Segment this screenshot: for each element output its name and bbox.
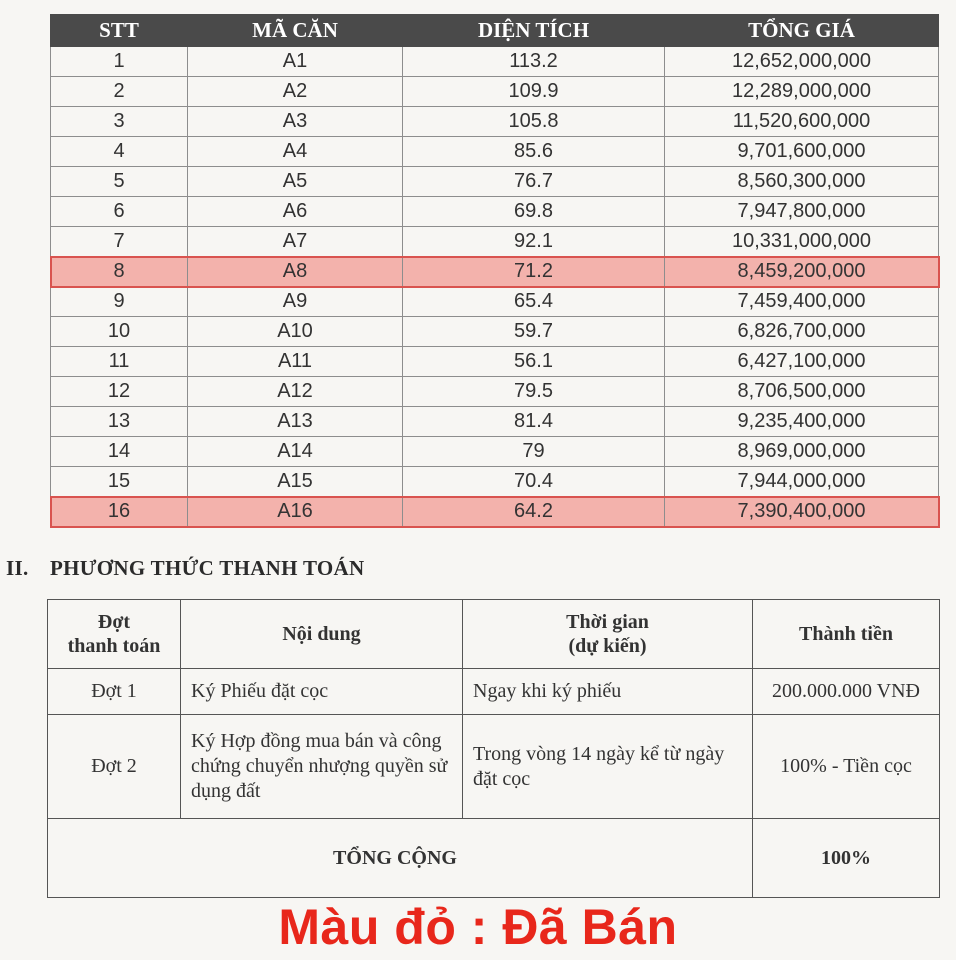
cell-stt: 4 [51,137,188,167]
cell-dien-tich: 64.2 [403,497,665,527]
cell-dien-tich: 81.4 [403,407,665,437]
payment-thanh-tien: 100% - Tiền cọc [753,715,940,819]
cell-ma-can: A2 [188,77,403,107]
price-table [50,14,939,527]
cell-ma-can: A3 [188,107,403,137]
cell-dien-tich: 76.7 [403,167,665,197]
table-row [51,317,939,347]
header-dot-thanh-toan [48,600,181,669]
section-number: II. [6,556,29,580]
cell-tong-gia: 9,235,400,000 [665,407,939,437]
payment-dot: Đợt 2 [48,715,181,819]
cell-tong-gia: 6,826,700,000 [665,317,939,347]
header-dien-tich: DIỆN TÍCH [403,15,665,47]
cell-stt: 1 [51,47,188,77]
cell-ma-can: A7 [188,227,403,257]
table-row [51,197,939,227]
section-title: PHƯƠNG THỨC THANH TOÁN [50,556,365,580]
cell-ma-can: A10 [188,317,403,347]
cell-dien-tich: 79.5 [403,377,665,407]
payment-thoi-gian: Ngay khi ký phiếu [463,669,753,715]
table-row [51,47,939,77]
total-label: TỔNG CỘNG [48,819,753,898]
cell-tong-gia: 8,706,500,000 [665,377,939,407]
payment-row-1 [48,669,940,715]
cell-stt: 7 [51,227,188,257]
cell-dien-tich: 92.1 [403,227,665,257]
cell-ma-can: A11 [188,347,403,377]
cell-dien-tich: 59.7 [403,317,665,347]
cell-ma-can: A15 [188,467,403,497]
payment-dot: Đợt 1 [48,669,181,715]
cell-dien-tich: 79 [403,437,665,467]
cell-tong-gia: 7,944,000,000 [665,467,939,497]
header-thoi-gian-line1: Thời gian [566,611,649,633]
cell-tong-gia: 12,652,000,000 [665,47,939,77]
cell-tong-gia: 8,459,200,000 [665,257,939,287]
header-ma-can: MÃ CĂN [188,15,403,47]
cell-dien-tich: 71.2 [403,257,665,287]
table-row [51,347,939,377]
payment-thanh-tien: 200.000.000 VNĐ [753,669,940,715]
cell-dien-tich: 65.4 [403,287,665,317]
payment-thoi-gian: Trong vòng 14 ngày kể từ ngày đặt cọc [463,715,753,819]
cell-stt: 11 [51,347,188,377]
cell-stt: 12 [51,377,188,407]
cell-dien-tich: 85.6 [403,137,665,167]
table-row [51,287,939,317]
payment-noi-dung: Ký Phiếu đặt cọc [181,669,463,715]
cell-ma-can: A14 [188,437,403,467]
cell-stt: 10 [51,317,188,347]
total-value: 100% [753,819,940,898]
cell-dien-tich: 70.4 [403,467,665,497]
cell-ma-can: A1 [188,47,403,77]
cell-stt: 6 [51,197,188,227]
cell-ma-can: A12 [188,377,403,407]
cell-dien-tich: 109.9 [403,77,665,107]
table-row [51,227,939,257]
cell-stt: 9 [51,287,188,317]
table-row [51,137,939,167]
cell-ma-can: A9 [188,287,403,317]
cell-tong-gia: 11,520,600,000 [665,107,939,137]
payment-total-row [48,819,940,898]
cell-ma-can: A6 [188,197,403,227]
cell-ma-can: A13 [188,407,403,437]
cell-dien-tich: 105.8 [403,107,665,137]
legend-note: Màu đỏ : Đã Bán [278,899,678,955]
cell-dien-tich: 113.2 [403,47,665,77]
table-row-sold [51,497,939,527]
header-stt: STT [51,15,188,47]
payment-header-row [48,600,940,669]
cell-ma-can: A4 [188,137,403,167]
cell-tong-gia: 10,331,000,000 [665,227,939,257]
payment-noi-dung: Ký Hợp đồng mua bán và công chứng chuyển nhượng quyền sử dụng đất [181,715,463,819]
cell-ma-can: A5 [188,167,403,197]
cell-tong-gia: 12,289,000,000 [665,77,939,107]
cell-tong-gia: 9,701,600,000 [665,137,939,167]
table-row [51,377,939,407]
payment-table [47,599,940,898]
section-heading [6,556,364,581]
header-thanh-tien: Thành tiền [753,600,940,669]
cell-dien-tich: 69.8 [403,197,665,227]
header-noi-dung: Nội dung [181,600,463,669]
cell-stt: 15 [51,467,188,497]
table-row [51,167,939,197]
table-row [51,407,939,437]
cell-stt: 5 [51,167,188,197]
price-table-body [51,47,939,527]
cell-dien-tich: 56.1 [403,347,665,377]
header-thoi-gian-line2: (dự kiến) [568,635,647,657]
cell-stt: 8 [51,257,188,287]
table-row [51,467,939,497]
cell-tong-gia: 8,560,300,000 [665,167,939,197]
table-row-sold [51,257,939,287]
cell-stt: 14 [51,437,188,467]
cell-stt: 13 [51,407,188,437]
payment-row-2 [48,715,940,819]
cell-stt: 16 [51,497,188,527]
cell-tong-gia: 7,390,400,000 [665,497,939,527]
cell-tong-gia: 8,969,000,000 [665,437,939,467]
cell-ma-can: A16 [188,497,403,527]
table-row [51,107,939,137]
table-row [51,437,939,467]
cell-tong-gia: 6,427,100,000 [665,347,939,377]
header-dot-line2: thanh toán [67,635,161,657]
cell-ma-can: A8 [188,257,403,287]
table-row [51,77,939,107]
price-table-header-row [51,15,939,47]
cell-tong-gia: 7,947,800,000 [665,197,939,227]
header-dot-line1: Đợt [97,611,131,633]
header-tong-gia: TỔNG GIÁ [665,15,939,47]
cell-stt: 3 [51,107,188,137]
header-thoi-gian [463,600,753,669]
cell-stt: 2 [51,77,188,107]
cell-tong-gia: 7,459,400,000 [665,287,939,317]
